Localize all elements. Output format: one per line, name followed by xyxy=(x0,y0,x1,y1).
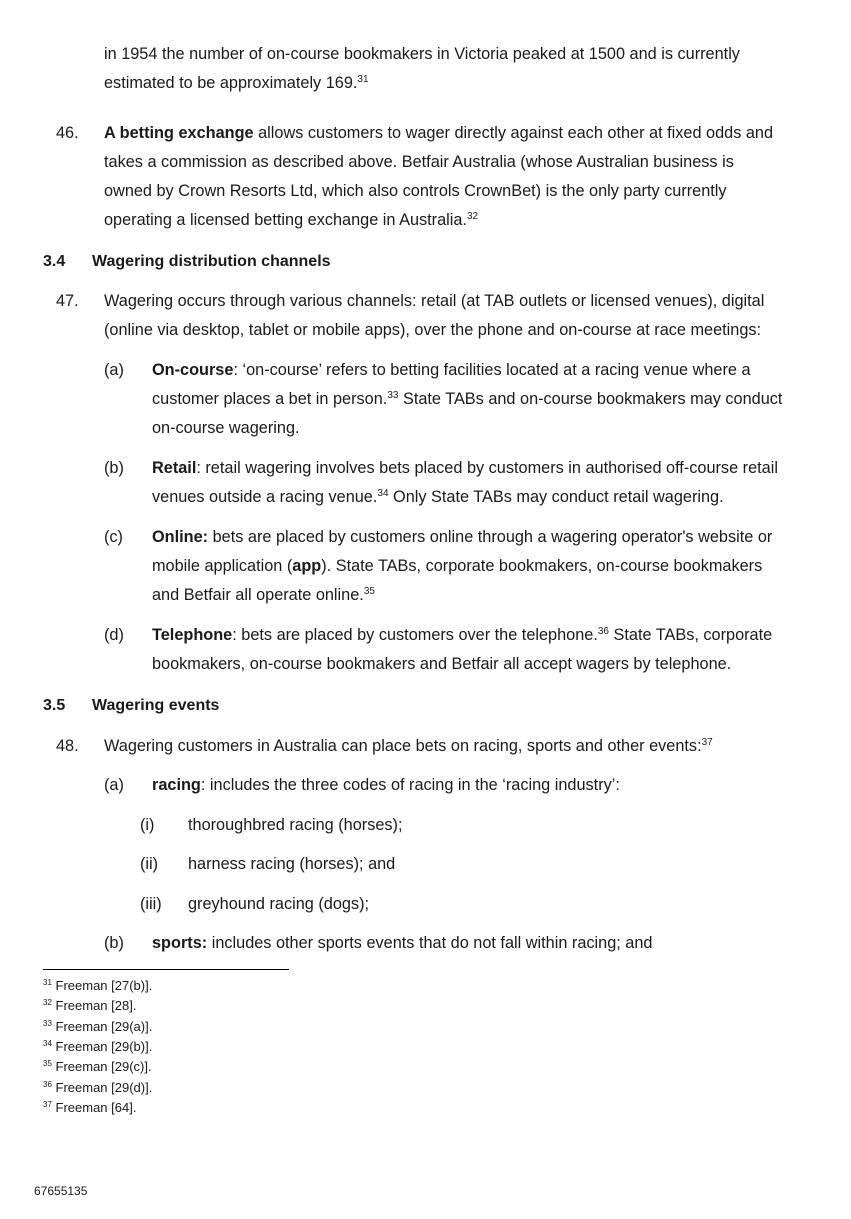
p47b-label: (b) xyxy=(104,459,124,477)
footnote-33: $^{33}$ Freeman [29(a)]. xyxy=(43,1019,153,1034)
p47a-line-2: customer places a bet in person.$^{33}$ State TABs and on-course bookmakers may conduct xyxy=(152,390,783,408)
p46-line-3: owned by Crown Resorts Ltd, which also controls CrownBet) is the only party currently xyxy=(104,182,727,200)
footnote-ref-37[interactable]: 37 xyxy=(701,737,713,748)
p47d-line-2: bookmakers, on-course bookmakers and Betfair all accept wagers by telephone. xyxy=(152,655,732,673)
footnote-ref-34[interactable]: 34 xyxy=(377,488,389,499)
p48a-i-label: (i) xyxy=(140,816,155,834)
p47-line-1: Wagering occurs through various channels: retail (at TAB outlets or licensed venues), digital xyxy=(104,292,765,310)
p48b-label: (b) xyxy=(104,934,124,952)
p47d-line-1: Telephone: bets are placed by customers over the telephone.$^{36}$ State TABs, corporate xyxy=(152,626,773,644)
section-number-3-5: 3.5 xyxy=(43,697,66,714)
p48-line-1: Wagering customers in Australia can place bets on racing, sports and other events:$^{37}$ xyxy=(104,737,713,755)
p48a-iii-text: greyhound racing (dogs); xyxy=(188,895,370,913)
p46-line-1: A betting exchange allows customers to wager directly against each other at fixed odds and xyxy=(104,124,774,142)
footnote-ref-35[interactable]: 35 xyxy=(363,586,375,597)
p48a-i-text: thoroughbred racing (horses); xyxy=(188,816,403,834)
p47c-line-3: and Betfair all operate online.$^{35}$ xyxy=(152,586,375,604)
intro-line-2: estimated to be approximately 169.31 xyxy=(104,74,369,92)
paragraph-number-46: 46. xyxy=(56,124,79,142)
p48a-label: (a) xyxy=(104,776,124,794)
p47a-label: (a) xyxy=(104,361,124,379)
document-id: 67655135 xyxy=(34,1184,88,1198)
p48b-line-1: sports: includes other sports events that do not fall within racing; and xyxy=(152,934,653,952)
p46-line-2: takes a commission as described above. Betfair Australia (whose Australian business is xyxy=(104,153,734,171)
footnote-ref-32[interactable]: 32 xyxy=(466,211,479,222)
section-title-3-5: Wagering events xyxy=(92,697,220,714)
footnote-37: $^{37}$ Freeman [64]. xyxy=(43,1100,137,1115)
p47d-label: (d) xyxy=(104,626,124,644)
p47-line-2: (online via desktop, tablet or mobile apps), over the phone and on-course at race meetings: xyxy=(104,321,762,339)
footnote-35: $^{35}$ Freeman [29(c)]. xyxy=(43,1059,152,1074)
intro-line-1: in 1954 the number of on-course bookmakers in Victoria peaked at 1500 and is currently xyxy=(104,45,740,63)
section-number-3-4: 3.4 xyxy=(43,253,66,270)
footnote-ref-36[interactable]: 36 xyxy=(597,626,609,637)
p48a-line-1: racing: includes the three codes of racing in the ‘racing industry’: xyxy=(152,776,620,794)
footnote-32: $^{32}$ Freeman [28]. xyxy=(43,998,137,1013)
paragraph-number-48: 48. xyxy=(56,737,79,755)
p47b-line-1: Retail: retail wagering involves bets placed by customers in authorised off-course retail xyxy=(152,459,778,477)
footnote-ref-33[interactable]: 33 xyxy=(387,390,399,401)
footnote-34: $^{34}$ Freeman [29(b)]. xyxy=(43,1039,153,1054)
footnote-ref-31[interactable]: 31 xyxy=(357,74,369,85)
p46-line-4: operating a licensed betting exchange in Australia.$^{32}$ xyxy=(104,211,479,229)
p48a-ii-label: (ii) xyxy=(140,855,159,873)
section-title-3-4: Wagering distribution channels xyxy=(92,253,331,270)
p47c-line-2: mobile application (app). State TABs, corporate bookmakers, on-course bookmakers xyxy=(152,557,763,575)
footnote-36: $^{36}$ Freeman [29(d)]. xyxy=(43,1080,153,1095)
p48a-iii-label: (iii) xyxy=(140,895,162,913)
p48a-ii-text: harness racing (horses); and xyxy=(188,855,396,873)
p47a-line-3: on-course wagering. xyxy=(152,419,300,437)
p47c-label: (c) xyxy=(104,528,123,546)
p47c-line-1: Online: bets are placed by customers online through a wagering operator's website or xyxy=(152,528,773,546)
footnote-separator xyxy=(43,969,289,970)
footnote-31: $^{31}$ Freeman [27(b)]. xyxy=(43,978,153,993)
p47b-line-2: venues outside a racing venue.$^{34}$ Only State TABs may conduct retail wagering. xyxy=(152,488,724,506)
paragraph-number-47: 47. xyxy=(56,292,79,310)
p47a-line-1: On-course: ‘on-course’ refers to betting facilities located at a racing venue where a xyxy=(152,361,751,379)
